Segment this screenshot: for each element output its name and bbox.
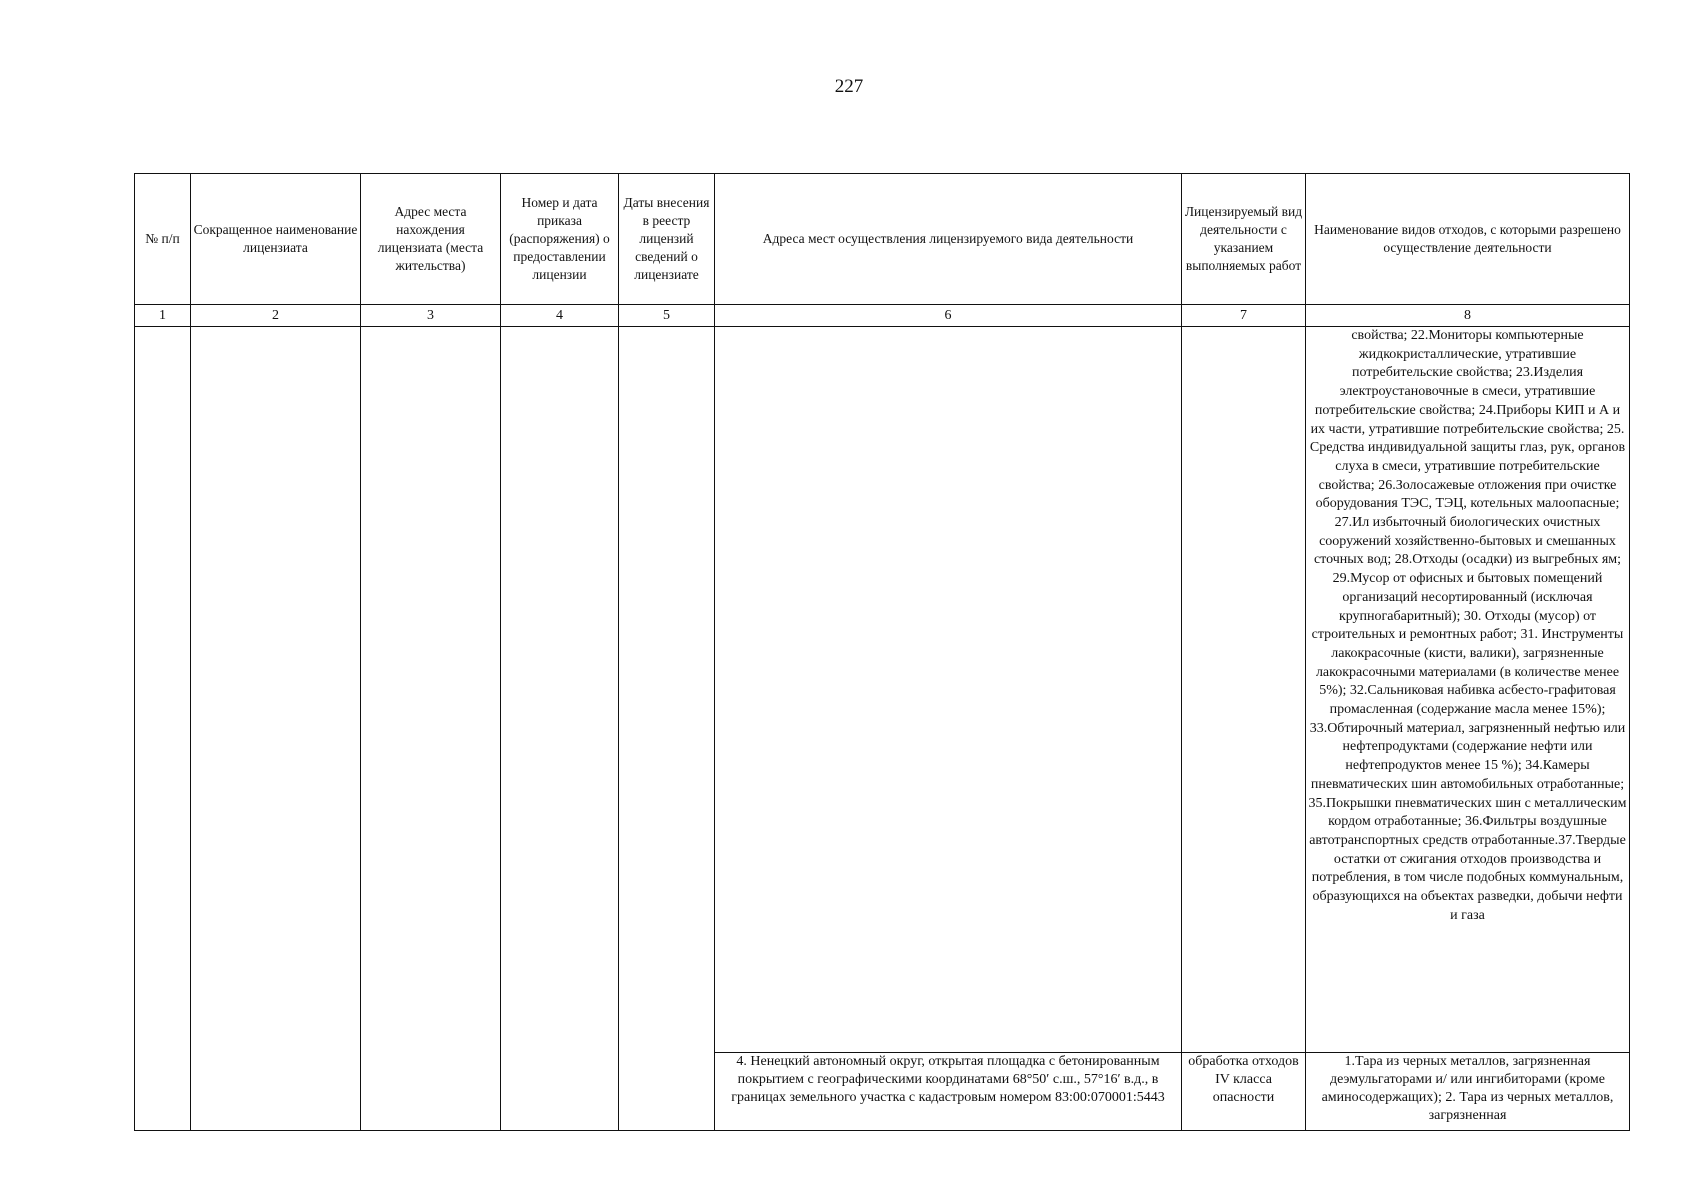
- header-waste-types: Наименование видов отходов, с которыми разрешено осуществление деятельности: [1306, 174, 1630, 305]
- license-registry-table: [134, 173, 1630, 1131]
- header-licensee-name: Сокращенное наименование лицензиата: [191, 174, 361, 305]
- cell-activity-address: 4. Ненецкий автономный округ, открытая площадка с бетонированным покрытием с географическими координатами 68°50′ с.ш., 57°16′ в.д., в границах земельного участка с кадастровым номером 83:00:070001:5443: [715, 1053, 1182, 1131]
- cell-licensed-activity-empty: [1182, 327, 1306, 1053]
- table-row: [135, 327, 1630, 1053]
- header-row: [135, 174, 1630, 305]
- cell-activity-address-empty: [715, 327, 1182, 1053]
- cell-registry-dates-empty: [619, 327, 715, 1131]
- column-number: 7: [1182, 305, 1306, 327]
- header-registry-dates: Даты внесения в реестр лицензий сведений о лицензиате: [619, 174, 715, 305]
- column-number: 8: [1306, 305, 1630, 327]
- cell-waste-types: 1.Тара из черных металлов, загрязненная деэмульгаторами и/ или ингибиторами (кроме аминосодержащих); 2. Тара из черных металлов, загрязненная: [1306, 1053, 1630, 1131]
- header-order-number-date: Номер и дата приказа (распоряжения) о предоставлении лицензии: [501, 174, 619, 305]
- header-activity-addresses: Адреса мест осуществления лицензируемого вида деятельности: [715, 174, 1182, 305]
- column-number: 2: [191, 305, 361, 327]
- cell-licensee-name-empty: [191, 327, 361, 1131]
- column-number: 4: [501, 305, 619, 327]
- header-licensee-address: Адрес места нахождения лицензиата (места жительства): [361, 174, 501, 305]
- cell-waste-types: свойства; 22.Мониторы компьютерные жидкокристаллические, утратившие потребительские свойства; 23.Изделия электроустановочные в смеси, утратившие потребительские свойства; 24.Приборы КИП и А и их части, утратившие потребительские свойства; 25. Средства индивидуальной защиты глаз, рук, органов слуха в смеси, утратившие потребительские свойства; 26.Золосажевые отложения при очистке оборудования ТЭС, ТЭЦ, котельных малоопасные; 27.Ил избыточный биологических очистных сооружений хозяйственно-бытовых и смешанных сточных вод; 28.Отходы (осадки) из выгребных ям; 29.Мусор от офисных и бытовых помещений организаций несортированный (исключая крупногабаритный); 30. Отходы (мусор) от строительных и ремонтных работ; 31. Инструменты лакокрасочные (кисти, валики), загрязненные лакокрасочными материалами (в количестве менее 5%); 32.Сальниковая набивка асбесто-графитовая промасленная (содержание масла менее 15%); 33.Обтирочный материал, загрязненный нефтью или нефтепродуктами (содержание нефти или нефтепродуктов менее 15 %); 34.Камеры пневматических шин автомобильных отработанные; 35.Покрышки пневматических шин с металлическим кордом отработанные; 36.Фильтры воздушные автотранспортных средств отработанные.37.Твердые остатки от сжигания отходов производства и потребления, в том числе подобных коммунальным, образующихся на объектах разведки, добычи нефти и газа: [1306, 327, 1630, 1053]
- column-number: 3: [361, 305, 501, 327]
- cell-number-empty: [135, 327, 191, 1131]
- header-number: № п/п: [135, 174, 191, 305]
- column-number: 6: [715, 305, 1182, 327]
- column-number: 5: [619, 305, 715, 327]
- page-number: 227: [834, 76, 864, 97]
- column-number-row: [135, 305, 1630, 327]
- cell-order-empty: [501, 327, 619, 1131]
- header-licensed-activity: Лицензируемый вид деятельности с указанием выполняемых работ: [1182, 174, 1306, 305]
- cell-licensed-activity: обработка отходов IV класса опасности: [1182, 1053, 1306, 1131]
- cell-licensee-address-empty: [361, 327, 501, 1131]
- column-number: 1: [135, 305, 191, 327]
